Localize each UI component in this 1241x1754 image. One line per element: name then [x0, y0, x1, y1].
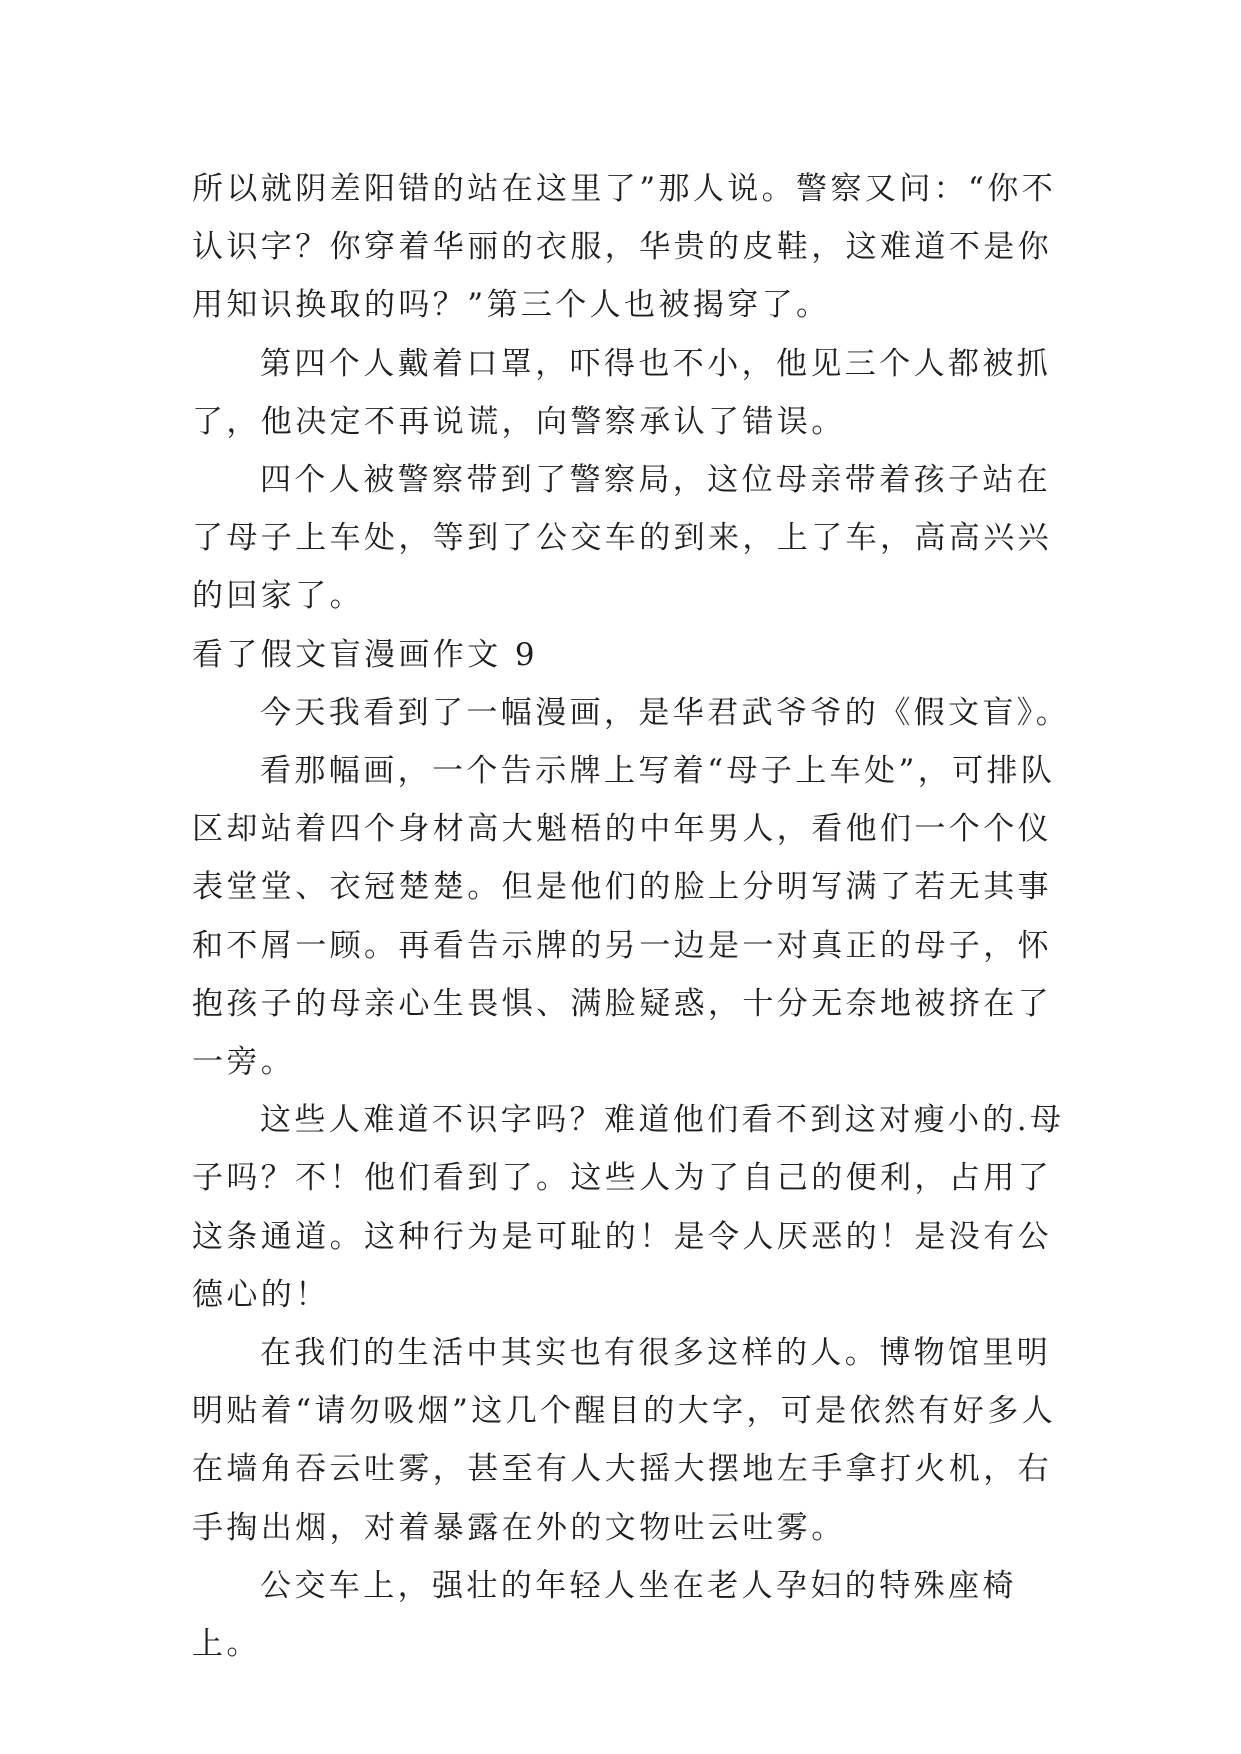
paragraph-6: 这些人难道不识字吗？难道他们看不到这对瘦小的.母子吗？不！他们看到了。这些人为了自己的便利，占用了这条通道。这种行为是可耻的！是令人厌恶的！是没有公德心的！ — [192, 1102, 1065, 1313]
section-heading: 看了假文盲漫画作文 9 — [192, 636, 538, 673]
paragraph-7: 在我们的生活中其实也有很多这样的人。博物馆里明明贴着“请勿吸烟”这几个醒目的大字，可是依然有好多人在墙角吞云吐雾，甚至有人大摇大摆地左手拿打火机，右手掏出烟，对着暴露在外的文物吐云吐雾。 — [192, 1335, 1057, 1546]
paragraph-8: 公交车上，强壮的年轻人坐在老人孕妇的特殊座椅上。 — [192, 1567, 1017, 1663]
paragraph-4: 今天我看到了一幅漫画，是华君武爷爷的《假文盲》。 — [260, 694, 1071, 731]
paragraph-5: 看那幅画，一个告示牌上写着“母子上车处”，可排队区却站着四个身材高大魁梧的中年男人，看他们一个个仪表堂堂、衣冠楚楚。但是他们的脸上分明写满了若无其事和不屑一顾。再看告示牌的另一边是一对真正的母子，怀抱孩子的母亲心生畏惧、满脸疑惑，十分无奈地被挤在了一旁。 — [192, 753, 1056, 1081]
paragraph-1: 所以就阴差阳错的站在这里了”那人说。警察又问：“你不认识字？你穿着华丽的衣服，华贵的皮鞋，这难道不是你用知识换取的吗？”第三个人也被揭穿了。 — [192, 171, 1057, 324]
paragraph-3: 四个人被警察带到了警察局，这位母亲带着孩子站在了母子上车处，等到了公交车的到来，上了车，高高兴兴的回家了。 — [192, 462, 1052, 615]
paragraph-2: 第四个人戴着口罩，吓得也不小，他见三个人都被抓了，他决定不再说谎，向警察承认了错误。 — [192, 345, 1052, 440]
document-body — [192, 160, 1072, 1673]
